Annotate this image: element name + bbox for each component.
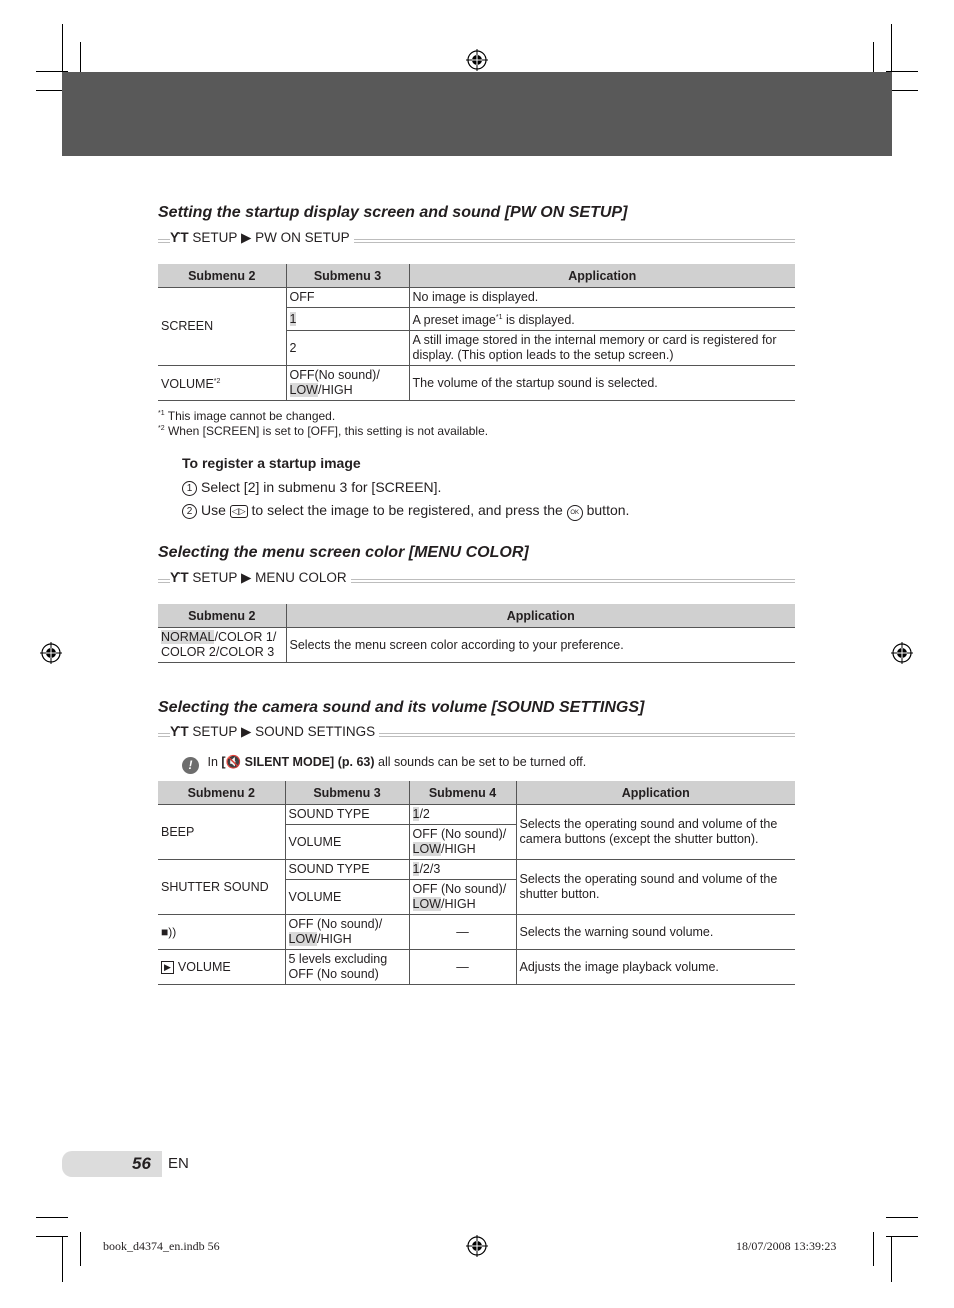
default-value-highlight: LOW xyxy=(412,842,441,856)
cell-text: VOLUME xyxy=(177,959,231,974)
menu-color-table xyxy=(158,604,795,663)
default-value-highlight: NORMAL xyxy=(161,630,215,644)
table-cell: The volume of the startup sound is selected. xyxy=(409,366,795,401)
page-number: 56 xyxy=(132,1154,151,1173)
exclamation-note-icon: ! xyxy=(182,757,199,774)
crop-mark xyxy=(62,24,63,72)
footnote-2 xyxy=(158,424,488,438)
right-triangle-icon: ▶ xyxy=(240,570,252,585)
sound-settings-table xyxy=(158,781,795,985)
table-cell-submenu2 xyxy=(158,915,285,950)
cell-text: /HIGH xyxy=(440,897,476,911)
step-1 xyxy=(182,479,441,496)
default-value-highlight: 1 xyxy=(412,807,420,821)
footnote-mark: *1 xyxy=(158,410,165,417)
path-setup-label: SETUP xyxy=(192,570,238,585)
default-value-highlight: LOW xyxy=(412,897,441,911)
footnote-1 xyxy=(158,409,335,423)
table-cell xyxy=(409,860,516,880)
table-cell: VOLUME xyxy=(285,825,409,860)
cell-text: /HIGH xyxy=(440,842,476,856)
silent-mode-note xyxy=(182,755,586,774)
path-setup-label: SETUP xyxy=(192,230,238,245)
section-title-menu-color: Selecting the menu screen color [MENU COLOR] xyxy=(158,544,529,561)
language-code: EN xyxy=(168,1155,189,1172)
table-cell xyxy=(409,880,516,915)
step-text: button. xyxy=(586,502,630,518)
step-2 xyxy=(182,502,629,521)
footnote-text: When [SCREEN] is set to [OFF], this setting is not available. xyxy=(167,424,489,438)
table-cell xyxy=(409,308,795,331)
default-value-highlight: 1 xyxy=(412,862,420,876)
cell-text: OFF (No sound)/ xyxy=(412,882,507,896)
section-title-pw-on-setup: Setting the startup display screen and sound [PW ON SETUP] xyxy=(158,204,628,221)
table-cell: Selects the menu screen color according to your preference. xyxy=(286,628,795,663)
path-item-label: SOUND SETTINGS xyxy=(255,724,376,739)
section-title-sound-settings: Selecting the camera sound and its volume [SOUND SETTINGS] xyxy=(158,699,645,716)
cell-text: /2 xyxy=(419,807,430,821)
footnote-text: This image cannot be changed. xyxy=(167,409,336,423)
table-header: Application xyxy=(286,604,795,628)
table-cell: SOUND TYPE xyxy=(285,860,409,880)
setup-wrench-icon: ϒT xyxy=(170,570,189,585)
cell-text: OFF (No sound)/ xyxy=(412,827,507,841)
crop-mark xyxy=(80,42,81,76)
step-text: Select [2] in submenu 3 for [SCREEN]. xyxy=(201,479,442,495)
table-cell xyxy=(286,366,409,401)
table-cell-submenu2: BEEP xyxy=(158,805,285,860)
table-cell: SOUND TYPE xyxy=(285,805,409,825)
crop-mark xyxy=(80,1232,81,1266)
table-cell: Selects the operating sound and volume of the shutter button. xyxy=(516,860,795,915)
pw-on-setup-table xyxy=(158,264,795,401)
registration-mark-icon xyxy=(891,642,913,664)
menu-path xyxy=(158,724,795,742)
subheading-register: To register a startup image xyxy=(182,455,361,471)
cell-text: /HIGH xyxy=(316,932,352,946)
footnote-ref: *1 xyxy=(495,314,503,321)
right-triangle-icon: ▶ xyxy=(240,230,252,245)
default-value-highlight: LOW xyxy=(289,383,318,397)
table-header: Submenu 2 xyxy=(158,781,285,805)
note-text: all sounds can be set to be turned off. xyxy=(378,755,587,769)
cell-text: OFF (No sound)/ xyxy=(288,917,383,931)
menu-path xyxy=(158,570,795,588)
path-setup-label: SETUP xyxy=(192,724,238,739)
cell-text: /2/3 xyxy=(419,862,441,876)
setup-wrench-icon: ϒT xyxy=(170,724,189,739)
registration-mark-icon xyxy=(40,642,62,664)
table-cell-submenu2 xyxy=(158,366,286,401)
note-text: [ xyxy=(221,755,226,769)
setup-wrench-icon: ϒT xyxy=(170,230,189,245)
print-slug-date: 18/07/2008 13:39:23 xyxy=(736,1239,837,1253)
footnote-mark: *2 xyxy=(158,425,165,432)
table-cell: Selects the warning sound volume. xyxy=(516,915,795,950)
crop-mark xyxy=(36,1236,68,1237)
warning-speaker-icon: ■)) xyxy=(161,924,177,939)
table-cell: — xyxy=(409,915,516,950)
registration-mark-icon xyxy=(466,49,488,71)
print-slug-file: book_d4374_en.indb 56 xyxy=(103,1239,220,1253)
right-triangle-icon: ▶ xyxy=(240,724,252,739)
table-header: Application xyxy=(516,781,795,805)
menu-path xyxy=(158,230,795,248)
crop-mark xyxy=(886,1217,918,1218)
table-cell xyxy=(409,825,516,860)
crop-mark xyxy=(62,1236,63,1282)
table-header: Application xyxy=(409,264,795,288)
table-cell: 2 xyxy=(286,331,409,366)
cell-text: A preset image xyxy=(412,313,496,327)
cell-text: 5 levels excluding xyxy=(288,952,388,966)
crop-mark xyxy=(873,42,874,76)
step-text: to select the image to be registered, and press the xyxy=(251,502,563,518)
cell-text: /HIGH xyxy=(317,383,353,397)
cell-text: VOLUME xyxy=(161,377,214,391)
cell-text: OFF (No sound) xyxy=(288,967,379,981)
crop-mark xyxy=(873,1232,874,1266)
step-text: Use xyxy=(201,502,226,518)
cell-text: is displayed. xyxy=(502,313,575,327)
table-cell: Adjusts the image playback volume. xyxy=(516,950,795,985)
crop-mark xyxy=(36,1217,68,1218)
table-cell-submenu2: SCREEN xyxy=(158,288,286,366)
silent-mode-icon: 🔇 xyxy=(225,755,242,769)
step-number: 2 xyxy=(182,504,197,519)
note-text: In xyxy=(207,755,218,769)
table-header: Submenu 2 xyxy=(158,264,286,288)
table-cell: No image is displayed. xyxy=(409,288,795,308)
table-cell xyxy=(409,805,516,825)
cell-text: COLOR 2/COLOR 3 xyxy=(161,645,275,659)
table-header: Submenu 3 xyxy=(286,264,409,288)
table-cell: OFF xyxy=(286,288,409,308)
cell-text: /COLOR 1/ xyxy=(214,630,277,644)
path-item-label: MENU COLOR xyxy=(255,570,347,585)
default-value-highlight: LOW xyxy=(288,932,317,946)
table-cell-submenu2: SHUTTER SOUND xyxy=(158,860,285,915)
crop-mark xyxy=(891,24,892,72)
registration-mark-icon xyxy=(466,1235,488,1257)
playback-icon: ▶ xyxy=(161,961,174,974)
cell-text: OFF(No sound)/ xyxy=(289,368,380,382)
table-cell: A still image stored in the internal memory or card is registered for display. (This option leads to the setup screen.) xyxy=(409,331,795,366)
table-cell: Selects the operating sound and volume of the camera buttons (except the shutter button). xyxy=(516,805,795,860)
table-header: Submenu 2 xyxy=(158,604,286,628)
table-header: Submenu 3 xyxy=(285,781,409,805)
step-number: 1 xyxy=(182,481,197,496)
note-bold-text: SILENT MODE] (p. 63) xyxy=(244,755,375,769)
table-cell xyxy=(285,915,409,950)
ok-func-button-icon: OK xyxy=(567,505,583,521)
footnote-ref: *2 xyxy=(213,378,221,385)
table-cell: VOLUME xyxy=(285,880,409,915)
table-cell xyxy=(286,308,409,331)
table-cell-submenu2 xyxy=(158,628,286,663)
header-band xyxy=(62,72,892,156)
default-value-highlight: 1 xyxy=(289,311,297,326)
table-header: Submenu 4 xyxy=(409,781,516,805)
table-cell: — xyxy=(409,950,516,985)
table-cell xyxy=(285,950,409,985)
path-item-label: PW ON SETUP xyxy=(255,230,350,245)
crop-mark xyxy=(891,1236,892,1282)
left-right-arrow-icons: ◁▷ xyxy=(231,506,246,516)
table-cell-submenu2 xyxy=(158,950,285,985)
